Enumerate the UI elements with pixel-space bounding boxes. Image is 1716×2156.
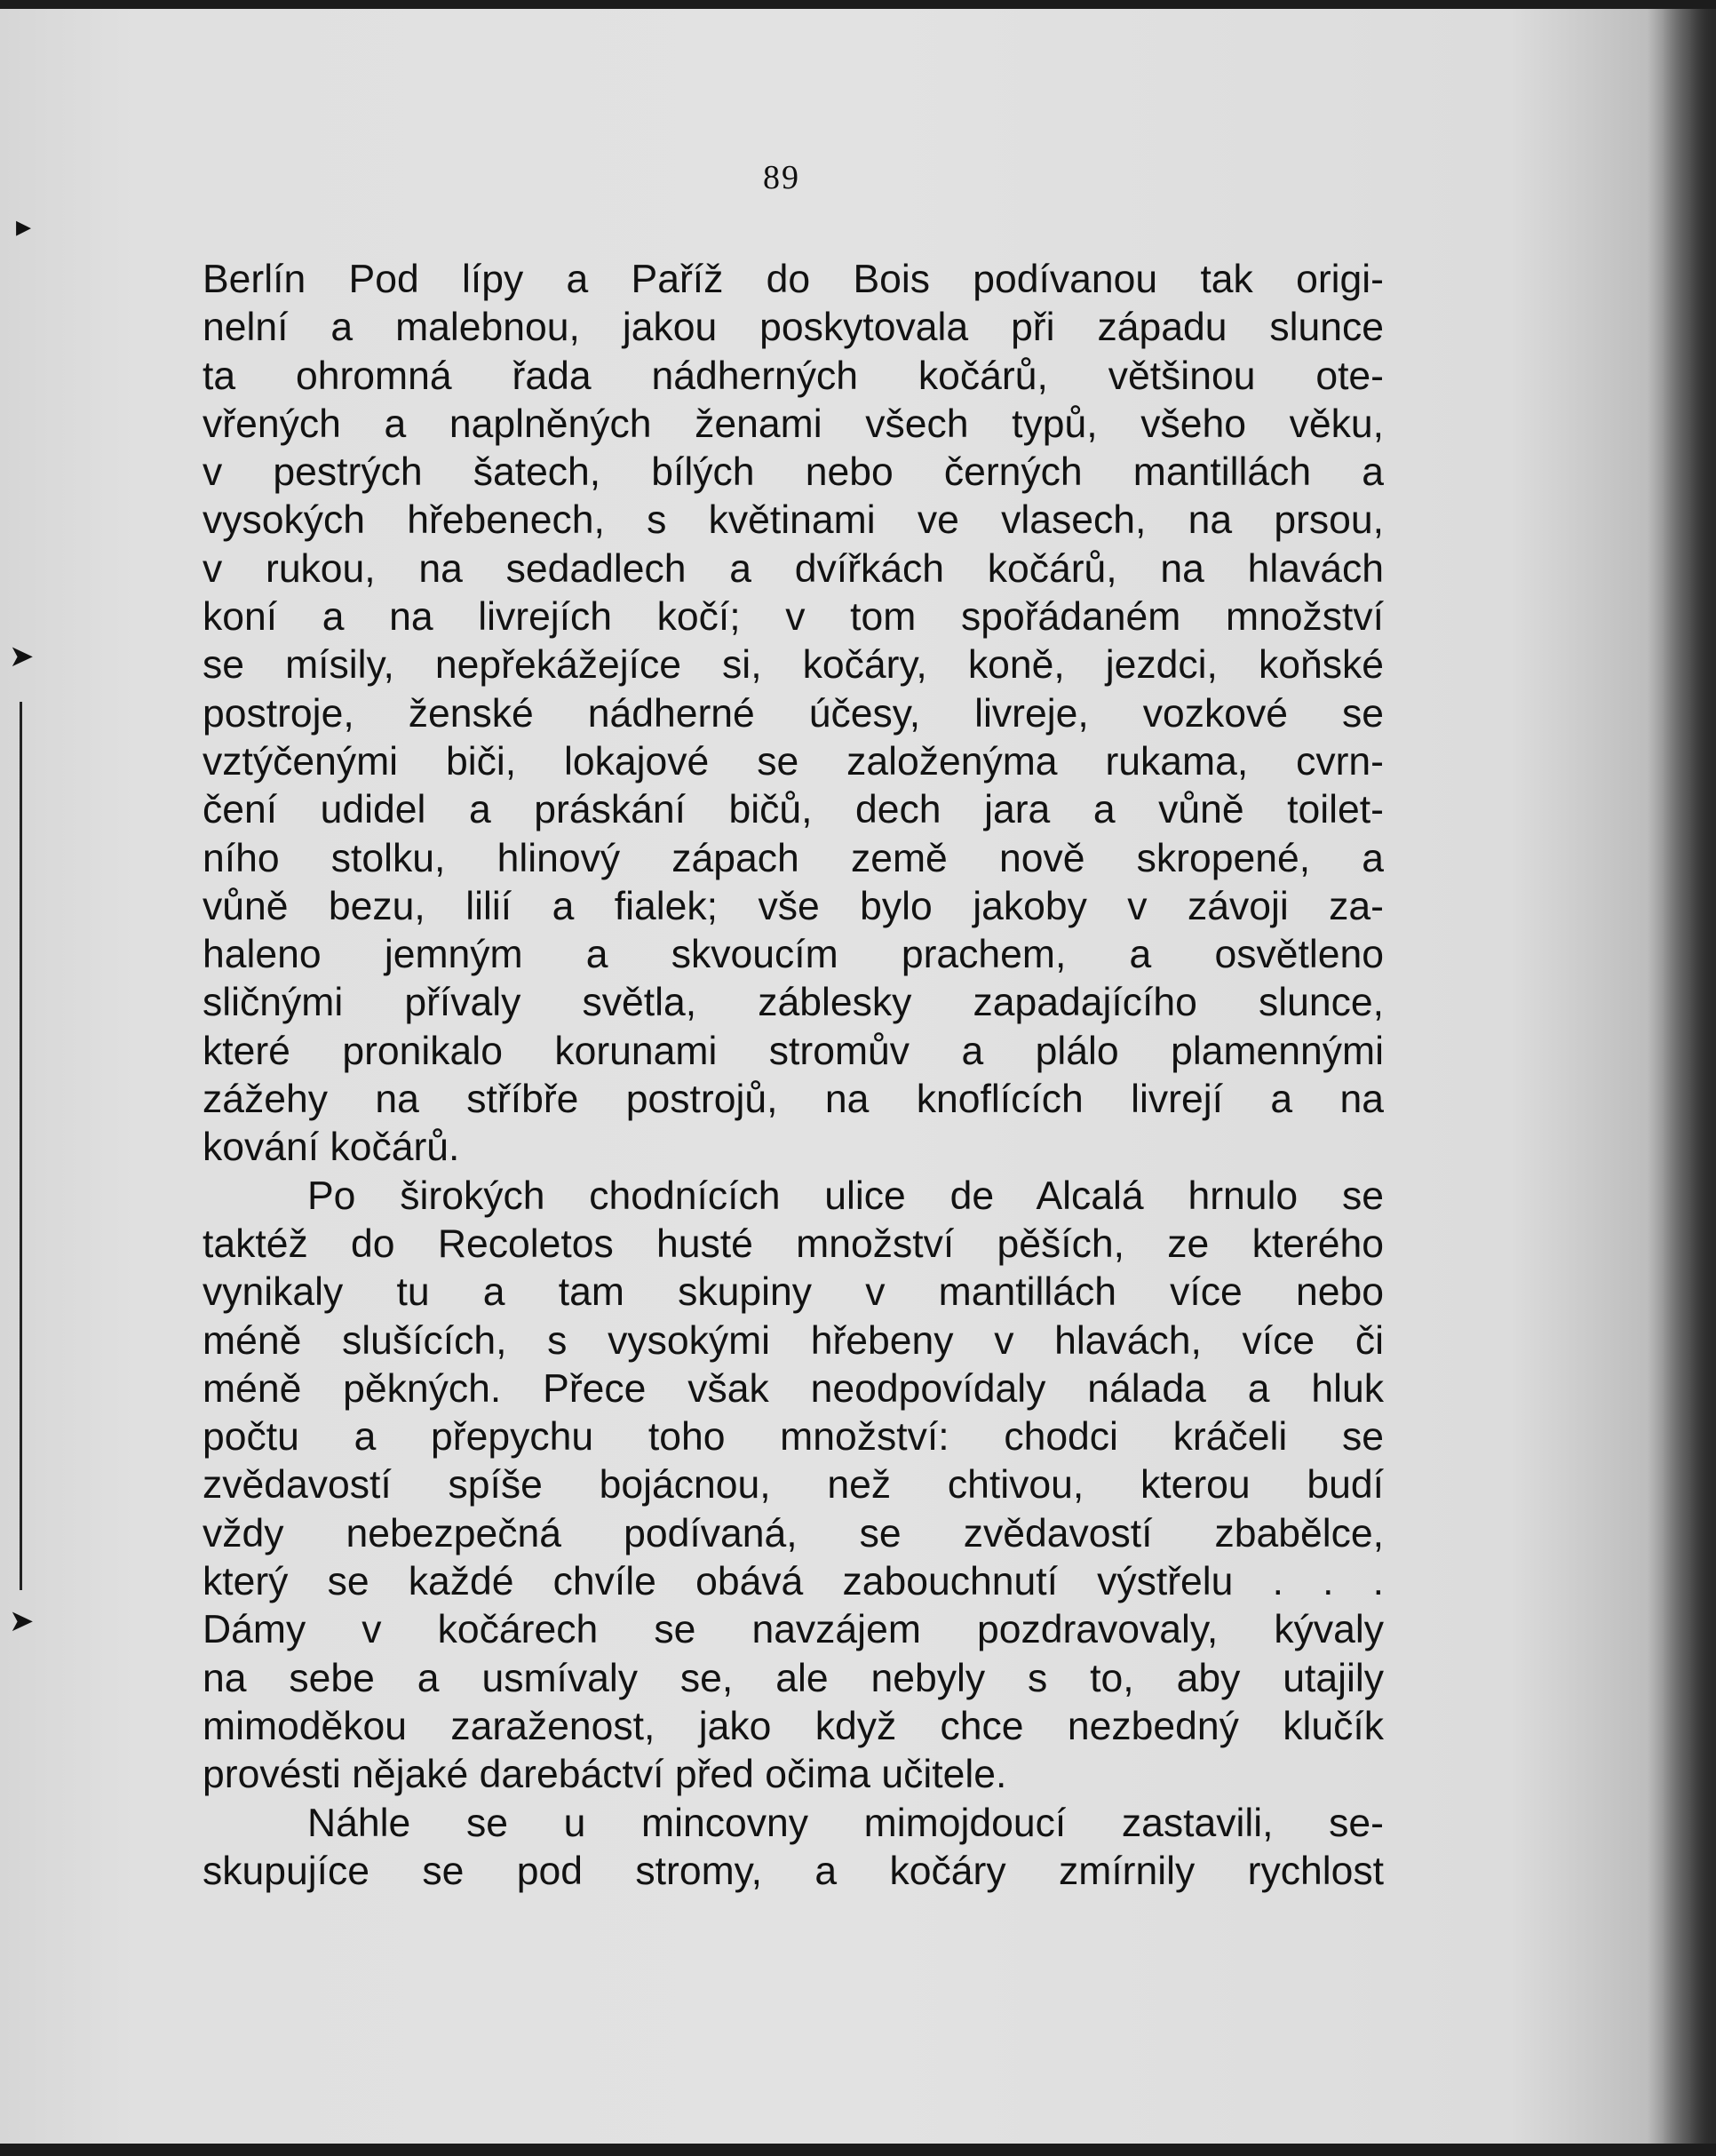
- text-line: vztýčenými biči, lokajové se založenýma rukama, cvrn-: [203, 739, 1384, 784]
- text-line: postroje, ženské nádherné účesy, livreje, vozkové se: [203, 691, 1384, 736]
- text-line: mimoděkou zaraženost, jako když chce nezbedný klučík: [203, 1704, 1384, 1748]
- text-line: vždy nebezpečná podívaná, se zvědavostí zbabělce,: [203, 1511, 1384, 1555]
- paragraph: [203, 1800, 1384, 1897]
- text-line: ta ohromná řada nádherných kočárů, většinou ote-: [203, 354, 1384, 398]
- text-line: čení udidel a práskání bičů, dech jara a vůně toilet-: [203, 788, 1384, 832]
- text-line: kování kočárů.: [203, 1126, 460, 1170]
- margin-arrow-icon: ➤: [9, 1603, 35, 1639]
- text-line: vřených a naplněných ženami všech typů, všeho věku,: [203, 402, 1384, 446]
- text-line: sličnými přívaly světla, záblesky zapadajícího slunce,: [203, 981, 1384, 1025]
- text-line: které pronikalo korunami stromův a plálo plamennými: [203, 1029, 1384, 1073]
- text-line: taktéž do Recoletos husté množství pěších, ze kterého: [203, 1221, 1384, 1266]
- text-line: který se každé chvíle obává zabouchnutí výstřelu . . .: [203, 1560, 1384, 1604]
- margin-arrow-icon: ➤: [9, 639, 35, 674]
- page-number: 89: [763, 159, 800, 196]
- text-line: méně pěkných. Přece však neodpovídaly nálada a hluk: [203, 1366, 1384, 1411]
- text-line: se mísily, nepřekážejíce si, kočáry, koně, jezdci, koňské: [203, 643, 1384, 688]
- paragraph: [203, 256, 1384, 1173]
- text-line: haleno jemným a skvoucím prachem, a osvětleno: [203, 933, 1384, 977]
- text-line: na sebe a usmívaly se, ale nebyly s to, aby utajily: [203, 1656, 1384, 1700]
- text-line: vysokých hřebenech, s květinami ve vlasech, na prsou,: [203, 498, 1384, 543]
- text-line: vůně bezu, lilií a fialek; vše bylo jakoby v závoji za-: [203, 884, 1384, 928]
- text-line: Náhle se u mincovny mimojdoucí zastavili, se-: [307, 1801, 1384, 1845]
- text-line: méně slušících, s vysokými hřebeny v hlavách, více či: [203, 1318, 1384, 1363]
- text-line: Dámy v kočárech se navzájem pozdravovaly, kývaly: [203, 1608, 1384, 1652]
- text-line: v rukou, na sedadlech a dvířkách kočárů, na hlavách: [203, 546, 1384, 591]
- text-line: v pestrých šatech, bílých nebo černých mantillách a: [203, 450, 1384, 495]
- text-line: počtu a přepychu toho množství: chodci kráčeli se: [203, 1415, 1384, 1460]
- text-line: vynikaly tu a tam skupiny v mantillách více nebo: [203, 1270, 1384, 1315]
- text-line: zvědavostí spíše bojácnou, než chtivou, kterou budí: [203, 1463, 1384, 1508]
- margin-rule: [20, 702, 22, 1590]
- text-line: ního stolku, hlinový zápach země nově skropené, a: [203, 836, 1384, 880]
- page-edge-shadow: [1663, 9, 1716, 2144]
- text-line: skupujíce se pod stromy, a kočáry zmírnily rychlost: [203, 1849, 1384, 1893]
- text-line: Berlín Pod lípy a Paříž do Bois podívanou tak origi-: [203, 258, 1384, 301]
- text-line: provésti nějaké darebáctví před očima učitele.: [203, 1753, 1007, 1797]
- margin-arrow-icon: ▸: [16, 209, 32, 244]
- body-text: [203, 256, 1384, 1896]
- text-line: zážehy na stříbře postrojů, na knoflících livrejí a na: [203, 1078, 1384, 1122]
- text-line: nelní a malebnou, jakou poskytovala při západu slunce: [203, 306, 1384, 350]
- text-line: Po širokých chodnících ulice de Alcalá hrnulo se: [307, 1173, 1384, 1218]
- paragraph: [203, 1173, 1384, 1800]
- text-line: koní a na livrejích kočí; v tom spořádaném množství: [203, 595, 1384, 640]
